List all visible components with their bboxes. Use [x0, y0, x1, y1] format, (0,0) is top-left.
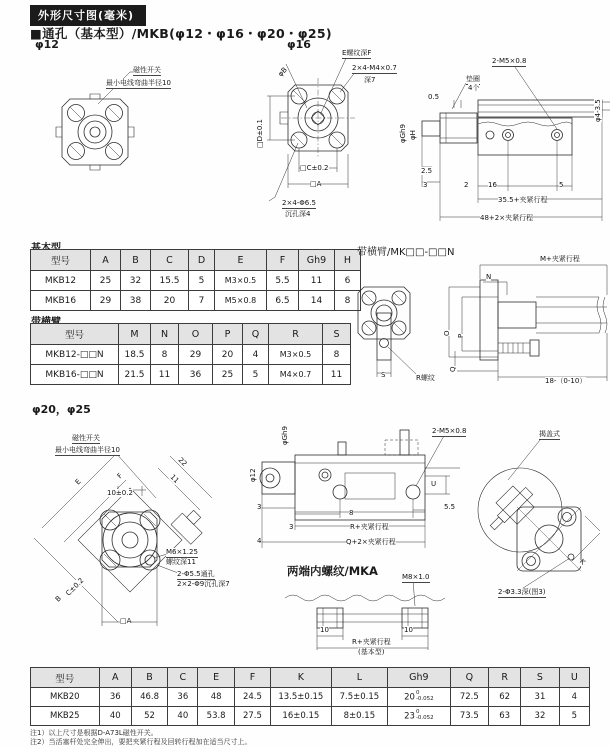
dim-10b: 10: [404, 626, 413, 634]
cell: 63: [489, 707, 521, 726]
dim-16: 16: [488, 181, 497, 189]
tol-stack: [416, 691, 434, 703]
col-header: Gh9: [388, 668, 451, 688]
tol-sub: -0.052: [415, 715, 434, 721]
label-ports-m5-large: 2-M5×0.8: [432, 427, 466, 437]
cell: 4: [559, 688, 589, 707]
col-header: S: [323, 324, 351, 345]
dim-u: U: [431, 480, 437, 488]
col-header: E: [198, 668, 234, 688]
cell-tolerance: [388, 707, 451, 726]
cell: 8±0.15: [331, 707, 388, 726]
cell: 36: [99, 688, 131, 707]
label-magnet-switch-large: 磁性开关: [72, 434, 100, 444]
col-header: N: [151, 324, 179, 345]
dim-stroke-355: 35.5+夹紧行程: [498, 196, 548, 204]
dim-stroke-r-large: R+夹紧行程: [350, 523, 389, 531]
col-header: F: [267, 250, 299, 271]
table-header-row: [31, 668, 590, 688]
dim-p: P: [457, 333, 465, 338]
table-row: [31, 291, 361, 311]
cell: 32: [121, 271, 151, 291]
tol-stack: [416, 710, 434, 722]
tol-sub: -0.052: [415, 696, 434, 702]
dim-stroke-48: 48+2×夹紧行程: [480, 214, 534, 222]
col-header: D: [189, 250, 215, 271]
label-bolts-m4: 2×4-M4×0.7: [352, 64, 397, 74]
dim-stroke-q-large: Q+2×夹紧行程: [346, 538, 396, 546]
cell: 40: [99, 707, 131, 726]
cell: 7: [189, 291, 215, 311]
cell: 72.5: [450, 688, 488, 707]
cell: 73.5: [450, 707, 488, 726]
label-cbore-2025: 2×2-Φ9沉孔深7: [177, 580, 230, 588]
dim-10: 10±0.2: [107, 489, 133, 497]
col-header: L: [331, 668, 388, 688]
dim-m-stroke: M+夹紧行程: [540, 255, 580, 263]
table-header-row: [31, 250, 361, 271]
dim-e-2025: E: [73, 477, 83, 487]
cell: 53.8: [198, 707, 234, 726]
label-ports-m5-small: 2-M5×0.8: [492, 57, 526, 67]
label-bolt-depth: 深7: [364, 76, 376, 84]
cell-model: MKB12-□□N: [31, 345, 119, 365]
cell: 11: [323, 365, 351, 385]
cell: 25: [213, 365, 243, 385]
cell-model: MKB12: [31, 271, 91, 291]
dim-10a: 10: [320, 626, 329, 634]
cell: 7.5±0.15: [331, 688, 388, 707]
label-phi-h: φH: [409, 130, 417, 140]
label-thread-m8: M8×1.0: [402, 573, 430, 583]
dim-05: 0.5: [428, 93, 440, 101]
cell-tolerance: [388, 688, 451, 707]
col-header: S: [521, 668, 559, 688]
cell: M4×0.7: [269, 365, 323, 385]
mka-title: 两端内螺纹/MKA: [287, 564, 378, 578]
dim-s: S: [381, 371, 386, 379]
dim-q: Q: [449, 366, 457, 372]
label-phi-gh9-large: φGh9: [281, 426, 289, 445]
dim-11: 11: [168, 473, 181, 485]
label-phi-gh9-small: φGh9: [399, 124, 407, 143]
dim-25: 2.5: [421, 167, 433, 175]
cell: M3×0.5: [269, 345, 323, 365]
col-header: 型号: [31, 250, 91, 271]
label-through-holes: 2-Φ5.5通孔: [177, 570, 215, 580]
col-header: C: [151, 250, 189, 271]
col-header: Q: [450, 668, 488, 688]
col-header: H: [335, 250, 361, 271]
footnote-2: 注2）当活塞杆处完全伸出，要把夹紧行程及回转行程加在适当尺寸上。: [30, 738, 252, 746]
cell: 11: [299, 271, 335, 291]
side-view-small-drawing: [420, 55, 610, 235]
table-row: [31, 365, 351, 385]
cell: 6.5: [267, 291, 299, 311]
cell: 6: [335, 271, 361, 291]
dim-f-2025: F: [115, 471, 125, 481]
cell-model: MKB20: [31, 688, 100, 707]
arm-figure-title: 带横臂/MK□□-□□N: [357, 247, 455, 258]
label-washer: 垫圈: [466, 75, 480, 85]
cell: 5: [189, 271, 215, 291]
label-rod-dia: φ4-3.5: [594, 99, 602, 122]
label-cbore-depth: 沉孔深4: [285, 210, 311, 218]
col-header: M: [119, 324, 151, 345]
dim-n: N: [486, 273, 492, 281]
cell: 5.5: [267, 271, 299, 291]
cell: 13.5±0.15: [271, 688, 332, 707]
label-magnet-switch-small: 磁性开关: [133, 66, 161, 76]
label-cbore-holes: 2×4-Φ6.5: [282, 199, 316, 209]
dim-8: 8: [349, 509, 354, 517]
col-header: 型号: [31, 668, 100, 688]
tol-value: 23: [404, 711, 415, 722]
table-row: [31, 345, 351, 365]
dim-2: 2: [464, 181, 469, 189]
main-dimension-table: [30, 667, 590, 726]
cell: 36: [179, 365, 213, 385]
cell: 40: [168, 707, 198, 726]
footnote-1: 注1）以上尺寸是根据D-A73L磁性开关。: [30, 729, 158, 737]
dim-18: 18-（0-10）: [545, 377, 587, 385]
col-header: A: [99, 668, 131, 688]
cell: 14: [299, 291, 335, 311]
table-row: [31, 688, 590, 707]
front-view-2025-drawing: [30, 430, 250, 660]
tol-value: 20: [404, 692, 415, 703]
dim-o: O: [443, 330, 451, 336]
col-header: E: [215, 250, 267, 271]
cell: M3×0.5: [215, 271, 267, 291]
dim-k: K: [577, 557, 587, 567]
cell-model: MKB25: [31, 707, 100, 726]
cell: 38: [121, 291, 151, 311]
bore-label-12: φ12: [35, 38, 59, 51]
col-header: A: [91, 250, 121, 271]
label-min-bend-large: 最小电线弯曲半径10: [55, 446, 120, 456]
page-header-bar: 外形尺寸图(毫米): [30, 5, 146, 26]
col-header: R: [269, 324, 323, 345]
dim-55: 5.5: [444, 503, 456, 511]
col-header: O: [179, 324, 213, 345]
dim-3-small: 3: [423, 181, 428, 189]
table-header-row: [31, 324, 351, 345]
arm-figure-drawing: [355, 255, 610, 395]
dim-sq-a-2025: □A: [120, 617, 132, 625]
cell: 36: [168, 688, 198, 707]
label-sq-a: □A: [310, 180, 322, 188]
label-holes-33: 2-Φ3.3深(图3): [498, 588, 546, 598]
label-phi-b: φB: [276, 65, 289, 79]
dim-c-2025: C±0.2: [64, 576, 86, 598]
col-header: F: [234, 668, 270, 688]
label-washer-qty: 4个: [468, 84, 480, 92]
arm-type-table: [30, 323, 351, 385]
dim-3a: 3: [257, 503, 262, 511]
col-header: Gh9: [299, 250, 335, 271]
dim-22: 22: [176, 456, 189, 468]
label-cover-type: 揭盖式: [539, 430, 560, 440]
cell: 11: [151, 365, 179, 385]
cell: 29: [91, 291, 121, 311]
bore-label-16: φ16: [287, 38, 311, 51]
label-r-thread: R螺纹: [416, 374, 435, 382]
cell: 31: [521, 688, 559, 707]
label-thread-m6: M6×1.25: [166, 548, 198, 558]
cell: 20: [213, 345, 243, 365]
dim-4: 4: [257, 537, 262, 545]
basic-type-table: [30, 249, 361, 311]
tol-sup: 0: [415, 690, 420, 697]
col-header: 型号: [31, 324, 119, 345]
bore-label-2025: φ20，φ25: [32, 403, 91, 416]
label-phi-12-rod: φ12: [249, 468, 257, 482]
cell: M5×0.8: [215, 291, 267, 311]
cell: 5: [559, 707, 589, 726]
label-basic-note: (基本型): [358, 648, 385, 656]
dim-3b: 3: [289, 523, 294, 531]
cell: 25: [91, 271, 121, 291]
col-header: B: [121, 250, 151, 271]
cell: 18.5: [119, 345, 151, 365]
col-header: Q: [243, 324, 269, 345]
cell: 21.5: [119, 365, 151, 385]
mka-drawing: [285, 570, 460, 660]
cell: 20: [151, 291, 189, 311]
cell: 8: [151, 345, 179, 365]
col-header: P: [213, 324, 243, 345]
cell: 48: [198, 688, 234, 707]
cell: 62: [489, 688, 521, 707]
col-header: U: [559, 668, 589, 688]
cell: 8: [335, 291, 361, 311]
cell-model: MKB16: [31, 291, 91, 311]
label-thread-ef: E螺纹深F: [342, 49, 371, 59]
cell: 46.8: [131, 688, 167, 707]
cell: 15.5: [151, 271, 189, 291]
dim-stroke-r-mka: R+夹紧行程: [352, 638, 391, 646]
table-row: [31, 271, 361, 291]
label-min-bend-small: 最小电线弯曲半径10: [106, 79, 171, 89]
cell: 52: [131, 707, 167, 726]
col-header: R: [489, 668, 521, 688]
cell: 16±0.15: [271, 707, 332, 726]
dim-b-2025: B: [53, 594, 63, 604]
section-title: ■通孔（基本型）/MKB(φ12・φ16・φ20・φ25): [30, 26, 332, 41]
cell: 27.5: [234, 707, 270, 726]
cell: 29: [179, 345, 213, 365]
cell: 24.5: [234, 688, 270, 707]
col-header: C: [168, 668, 198, 688]
label-thread-depth: 螺纹深11: [166, 558, 196, 566]
label-sq-d: □D±0.1: [256, 118, 264, 148]
col-header: K: [271, 668, 332, 688]
cell: 8: [323, 345, 351, 365]
tol-sup: 0: [415, 709, 420, 716]
col-header: B: [131, 668, 167, 688]
cell: 5: [243, 365, 269, 385]
cell: 32: [521, 707, 559, 726]
label-sq-c: □C±0.2: [300, 164, 329, 172]
cell-model: MKB16-□□N: [31, 365, 119, 385]
cell: 4: [243, 345, 269, 365]
dim-5: 5: [559, 181, 564, 189]
table-row: [31, 707, 590, 726]
